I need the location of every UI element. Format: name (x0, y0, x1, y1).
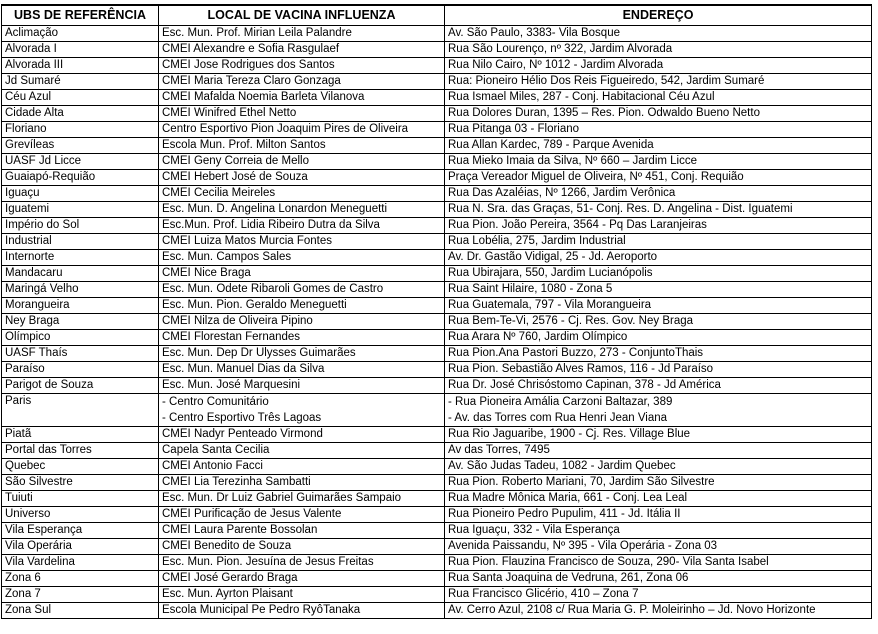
cell-ubs: Vila Operária (2, 539, 159, 555)
cell-endereco: Rua Arara Nº 760, Jardim Olímpico (445, 330, 872, 346)
cell-ubs: Industrial (2, 234, 159, 250)
cell-endereco: Rua Pion. Sebastião Alves Ramos, 116 - Jd Paraíso (445, 362, 872, 378)
cell-ubs: Alvorada III (2, 58, 159, 74)
cell-endereco: Rua Mieko Imaia da Silva, Nº 660 – Jardim Licce (445, 154, 872, 170)
cell-local: Esc. Mun. Prof. Mirian Leila Palandre (159, 26, 445, 42)
cell-local: CMEI Maria Tereza Claro Gonzaga (159, 74, 445, 90)
cell-local: Esc. Mun. Campos Sales (159, 250, 445, 266)
table-body (2, 26, 872, 619)
header-endereco: ENDEREÇO (445, 5, 872, 26)
cell-endereco: Rua Bem-Te-Vi, 2576 - Cj. Res. Gov. Ney Braga (445, 314, 872, 330)
cell-endereco: Rua Francisco Glicério, 410 – Zona 7 (445, 587, 872, 603)
cell-local: CMEI José Gerardo Braga (159, 571, 445, 587)
table-row (2, 394, 872, 427)
cell-local: Esc. Mun. Pion. Geraldo Meneguetti (159, 298, 445, 314)
cell-ubs: UASF Jd Licce (2, 154, 159, 170)
cell-ubs: Zona 6 (2, 571, 159, 587)
table-row (2, 58, 872, 74)
table-row (2, 314, 872, 330)
table-row (2, 90, 872, 106)
cell-local: Capela Santa Cecilia (159, 443, 445, 459)
cell-endereco: Av. São Paulo, 3383- Vila Bosque (445, 26, 872, 42)
table-row (2, 202, 872, 218)
cell-local (159, 394, 445, 427)
cell-ubs: Olímpico (2, 330, 159, 346)
table-row (2, 587, 872, 603)
table-row (2, 571, 872, 587)
cell-ubs: Morangueira (2, 298, 159, 314)
table-row (2, 122, 872, 138)
cell-endereco: Av. Dr. Gastão Vidigal, 25 - Jd. Aeroporto (445, 250, 872, 266)
table-row (2, 459, 872, 475)
cell-local: Esc. Mun. Pion. Jesuína de Jesus Freitas (159, 555, 445, 571)
cell-endereco: Rua: Pioneiro Hélio Dos Reis Figueiredo, 542, Jardim Sumaré (445, 74, 872, 90)
cell-ubs: Zona Sul (2, 603, 159, 619)
table-row (2, 298, 872, 314)
table-row (2, 218, 872, 234)
cell-ubs: UASF Thaís (2, 346, 159, 362)
table-row (2, 138, 872, 154)
table-row (2, 362, 872, 378)
cell-endereco: Rua Santa Joaquina de Vedruna, 261, Zona 06 (445, 571, 872, 587)
table-row (2, 74, 872, 90)
table-row (2, 282, 872, 298)
cell-line: - Centro Comunitário (162, 396, 269, 408)
cell-ubs: Paris (2, 394, 159, 427)
cell-endereco: Av das Torres, 7495 (445, 443, 872, 459)
table-row (2, 250, 872, 266)
cell-local: CMEI Geny Correia de Mello (159, 154, 445, 170)
cell-ubs: Mandacaru (2, 266, 159, 282)
cell-local: Esc. Mun. Ayrton Plaisant (159, 587, 445, 603)
table-row (2, 555, 872, 571)
table-row (2, 170, 872, 186)
cell-local: Esc. Mun. Dr Luiz Gabriel Guimarães Sampaio (159, 491, 445, 507)
cell-local: CMEI Lia Terezinha Sambatti (159, 475, 445, 491)
cell-endereco: Rua Pion.Ana Pastori Buzzo, 273 - ConjuntoThais (445, 346, 872, 362)
cell-ubs: Iguaçu (2, 186, 159, 202)
cell-local: CMEI Jose Rodrigues dos Santos (159, 58, 445, 74)
cell-endereco: Rua Ismael Miles, 287 - Conj. Habitacional Céu Azul (445, 90, 872, 106)
table-row (2, 266, 872, 282)
cell-endereco: Rua Pitanga 03 - Floriano (445, 122, 872, 138)
cell-ubs: Ney Braga (2, 314, 159, 330)
cell-line: - Av. das Torres com Rua Henri Jean Viana (448, 412, 668, 424)
cell-endereco: Avenida Paissandu, Nº 395 - Vila Operária - Zona 03 (445, 539, 872, 555)
cell-endereco: Rua Pioneiro Pedro Pupulim, 411 - Jd. Itália II (445, 507, 872, 523)
cell-endereco: Rua Saint Hilaire, 1080 - Zona 5 (445, 282, 872, 298)
table-row (2, 330, 872, 346)
cell-ubs: Alvorada I (2, 42, 159, 58)
header-ubs: UBS DE REFERÊNCIA (2, 5, 159, 26)
cell-ubs: Vila Esperança (2, 523, 159, 539)
cell-endereco: Rua Dr. José Chrisóstomo Capinan, 378 - Jd América (445, 378, 872, 394)
cell-ubs: São Silvestre (2, 475, 159, 491)
cell-local: CMEI Nice Braga (159, 266, 445, 282)
table-row (2, 475, 872, 491)
cell-local: Centro Esportivo Pion Joaquim Pires de Oliveira (159, 122, 445, 138)
cell-ubs: Piatã (2, 427, 159, 443)
cell-endereco: Rua Allan Kardec, 789 - Parque Avenida (445, 138, 872, 154)
cell-local: Escola Municipal Pe Pedro RyôTanaka (159, 603, 445, 619)
cell-endereco: Av. Cerro Azul, 2108 c/ Rua Maria G. P. Moleirinho – Jd. Novo Horizonte (445, 603, 872, 619)
cell-endereco: Rua Dolores Duran, 1395 – Res. Pion. Odwaldo Bueno Netto (445, 106, 872, 122)
table-row (2, 378, 872, 394)
table-row (2, 106, 872, 122)
table-row (2, 186, 872, 202)
cell-local: CMEI Hebert José de Souza (159, 170, 445, 186)
cell-endereco: Rua Pion. Roberto Mariani, 70, Jardim São Silvestre (445, 475, 872, 491)
cell-local: CMEI Cecilia Meireles (159, 186, 445, 202)
vaccination-sites-document (1, 4, 871, 619)
cell-local: CMEI Florestan Fernandes (159, 330, 445, 346)
cell-ubs: Portal das Torres (2, 443, 159, 459)
cell-local: Esc. Mun. Manuel Dias da Silva (159, 362, 445, 378)
cell-local: CMEI Nilza de Oliveira Pipino (159, 314, 445, 330)
cell-ubs: Jd Sumaré (2, 74, 159, 90)
cell-local: CMEI Laura Parente Bossolan (159, 523, 445, 539)
cell-ubs: Cidade Alta (2, 106, 159, 122)
cell-ubs: Grevíleas (2, 138, 159, 154)
cell-endereco: Rua Ubirajara, 550, Jardim Lucianópolis (445, 266, 872, 282)
cell-endereco: Rua Nilo Cairo, Nº 1012 - Jardim Alvorada (445, 58, 872, 74)
cell-ubs: Império do Sol (2, 218, 159, 234)
table-row (2, 427, 872, 443)
table-row (2, 26, 872, 42)
cell-endereco: Praça Vereador Miguel de Oliveira, Nº 451, Conj. Requião (445, 170, 872, 186)
cell-endereco: Rua Pion. Flauzina Francisco de Souza, 290- Vila Santa Isabel (445, 555, 872, 571)
cell-local: CMEI Luiza Matos Murcia Fontes (159, 234, 445, 250)
table-row (2, 346, 872, 362)
cell-ubs: Universo (2, 507, 159, 523)
vaccination-sites-table (1, 4, 872, 619)
table-row (2, 603, 872, 619)
cell-ubs: Guaiapó-Requião (2, 170, 159, 186)
cell-endereco: Rua Das Azaléias, Nº 1266, Jardim Verônica (445, 186, 872, 202)
cell-local: CMEI Benedito de Souza (159, 539, 445, 555)
table-row (2, 539, 872, 555)
cell-local: Esc.Mun. Prof. Lidia Ribeiro Dutra da Silva (159, 218, 445, 234)
table-row (2, 491, 872, 507)
table-row (2, 443, 872, 459)
header-local: LOCAL DE VACINA INFLUENZA (159, 5, 445, 26)
cell-local: CMEI Antonio Facci (159, 459, 445, 475)
cell-local: Escola Mun. Prof. Milton Santos (159, 138, 445, 154)
cell-ubs: Tuiuti (2, 491, 159, 507)
cell-local: Esc. Mun. José Marquesini (159, 378, 445, 394)
cell-line: - Rua Pioneira Amália Carzoni Baltazar, 389 (448, 396, 673, 408)
cell-endereco: Rua Rio Jaguaribe, 1900 - Cj. Res. Village Blue (445, 427, 872, 443)
cell-ubs: Zona 7 (2, 587, 159, 603)
cell-endereco: Rua Madre Mônica Maria, 661 - Conj. Lea Leal (445, 491, 872, 507)
cell-endereco: Rua São Lourenço, nº 322, Jardim Alvorada (445, 42, 872, 58)
cell-local: Esc. Mun. D. Angelina Lonardon Meneguetti (159, 202, 445, 218)
cell-line: - Centro Esportivo Três Lagoas (162, 412, 322, 424)
table-row (2, 154, 872, 170)
cell-ubs: Maringá Velho (2, 282, 159, 298)
cell-endereco: Rua N. Sra. das Graças, 51- Conj. Res. D. Angelina - Dist. Iguatemi (445, 202, 872, 218)
cell-ubs: Paraíso (2, 362, 159, 378)
cell-local: CMEI Mafalda Noemia Barleta Vilanova (159, 90, 445, 106)
table-row (2, 523, 872, 539)
cell-local: CMEI Nadyr Penteado Virmond (159, 427, 445, 443)
cell-ubs: Parigot de Souza (2, 378, 159, 394)
cell-ubs: Internorte (2, 250, 159, 266)
cell-endereco: Rua Lobélia, 275, Jardim Industrial (445, 234, 872, 250)
cell-endereco: Rua Iguaçu, 332 - Vila Esperança (445, 523, 872, 539)
table-row (2, 42, 872, 58)
cell-endereco: Rua Guatemala, 797 - Vila Morangueira (445, 298, 872, 314)
cell-local: CMEI Purificação de Jesus Valente (159, 507, 445, 523)
cell-local: Esc. Mun. Odete Ribaroli Gomes de Castro (159, 282, 445, 298)
cell-ubs: Quebec (2, 459, 159, 475)
cell-ubs: Aclimação (2, 26, 159, 42)
cell-endereco (445, 394, 872, 427)
table-row (2, 234, 872, 250)
cell-local: CMEI Alexandre e Sofia Rasgulaef (159, 42, 445, 58)
cell-local: CMEI Winifred Ethel Netto (159, 106, 445, 122)
header-row (2, 5, 872, 26)
cell-endereco: Av. São Judas Tadeu, 1082 - Jardim Quebec (445, 459, 872, 475)
cell-ubs: Iguatemi (2, 202, 159, 218)
cell-ubs: Céu Azul (2, 90, 159, 106)
cell-endereco: Rua Pion. João Pereira, 3564 - Pq Das Laranjeiras (445, 218, 872, 234)
cell-ubs: Floriano (2, 122, 159, 138)
table-row (2, 507, 872, 523)
cell-local: Esc. Mun. Dep Dr Ulysses Guimarães (159, 346, 445, 362)
cell-ubs: Vila Vardelina (2, 555, 159, 571)
